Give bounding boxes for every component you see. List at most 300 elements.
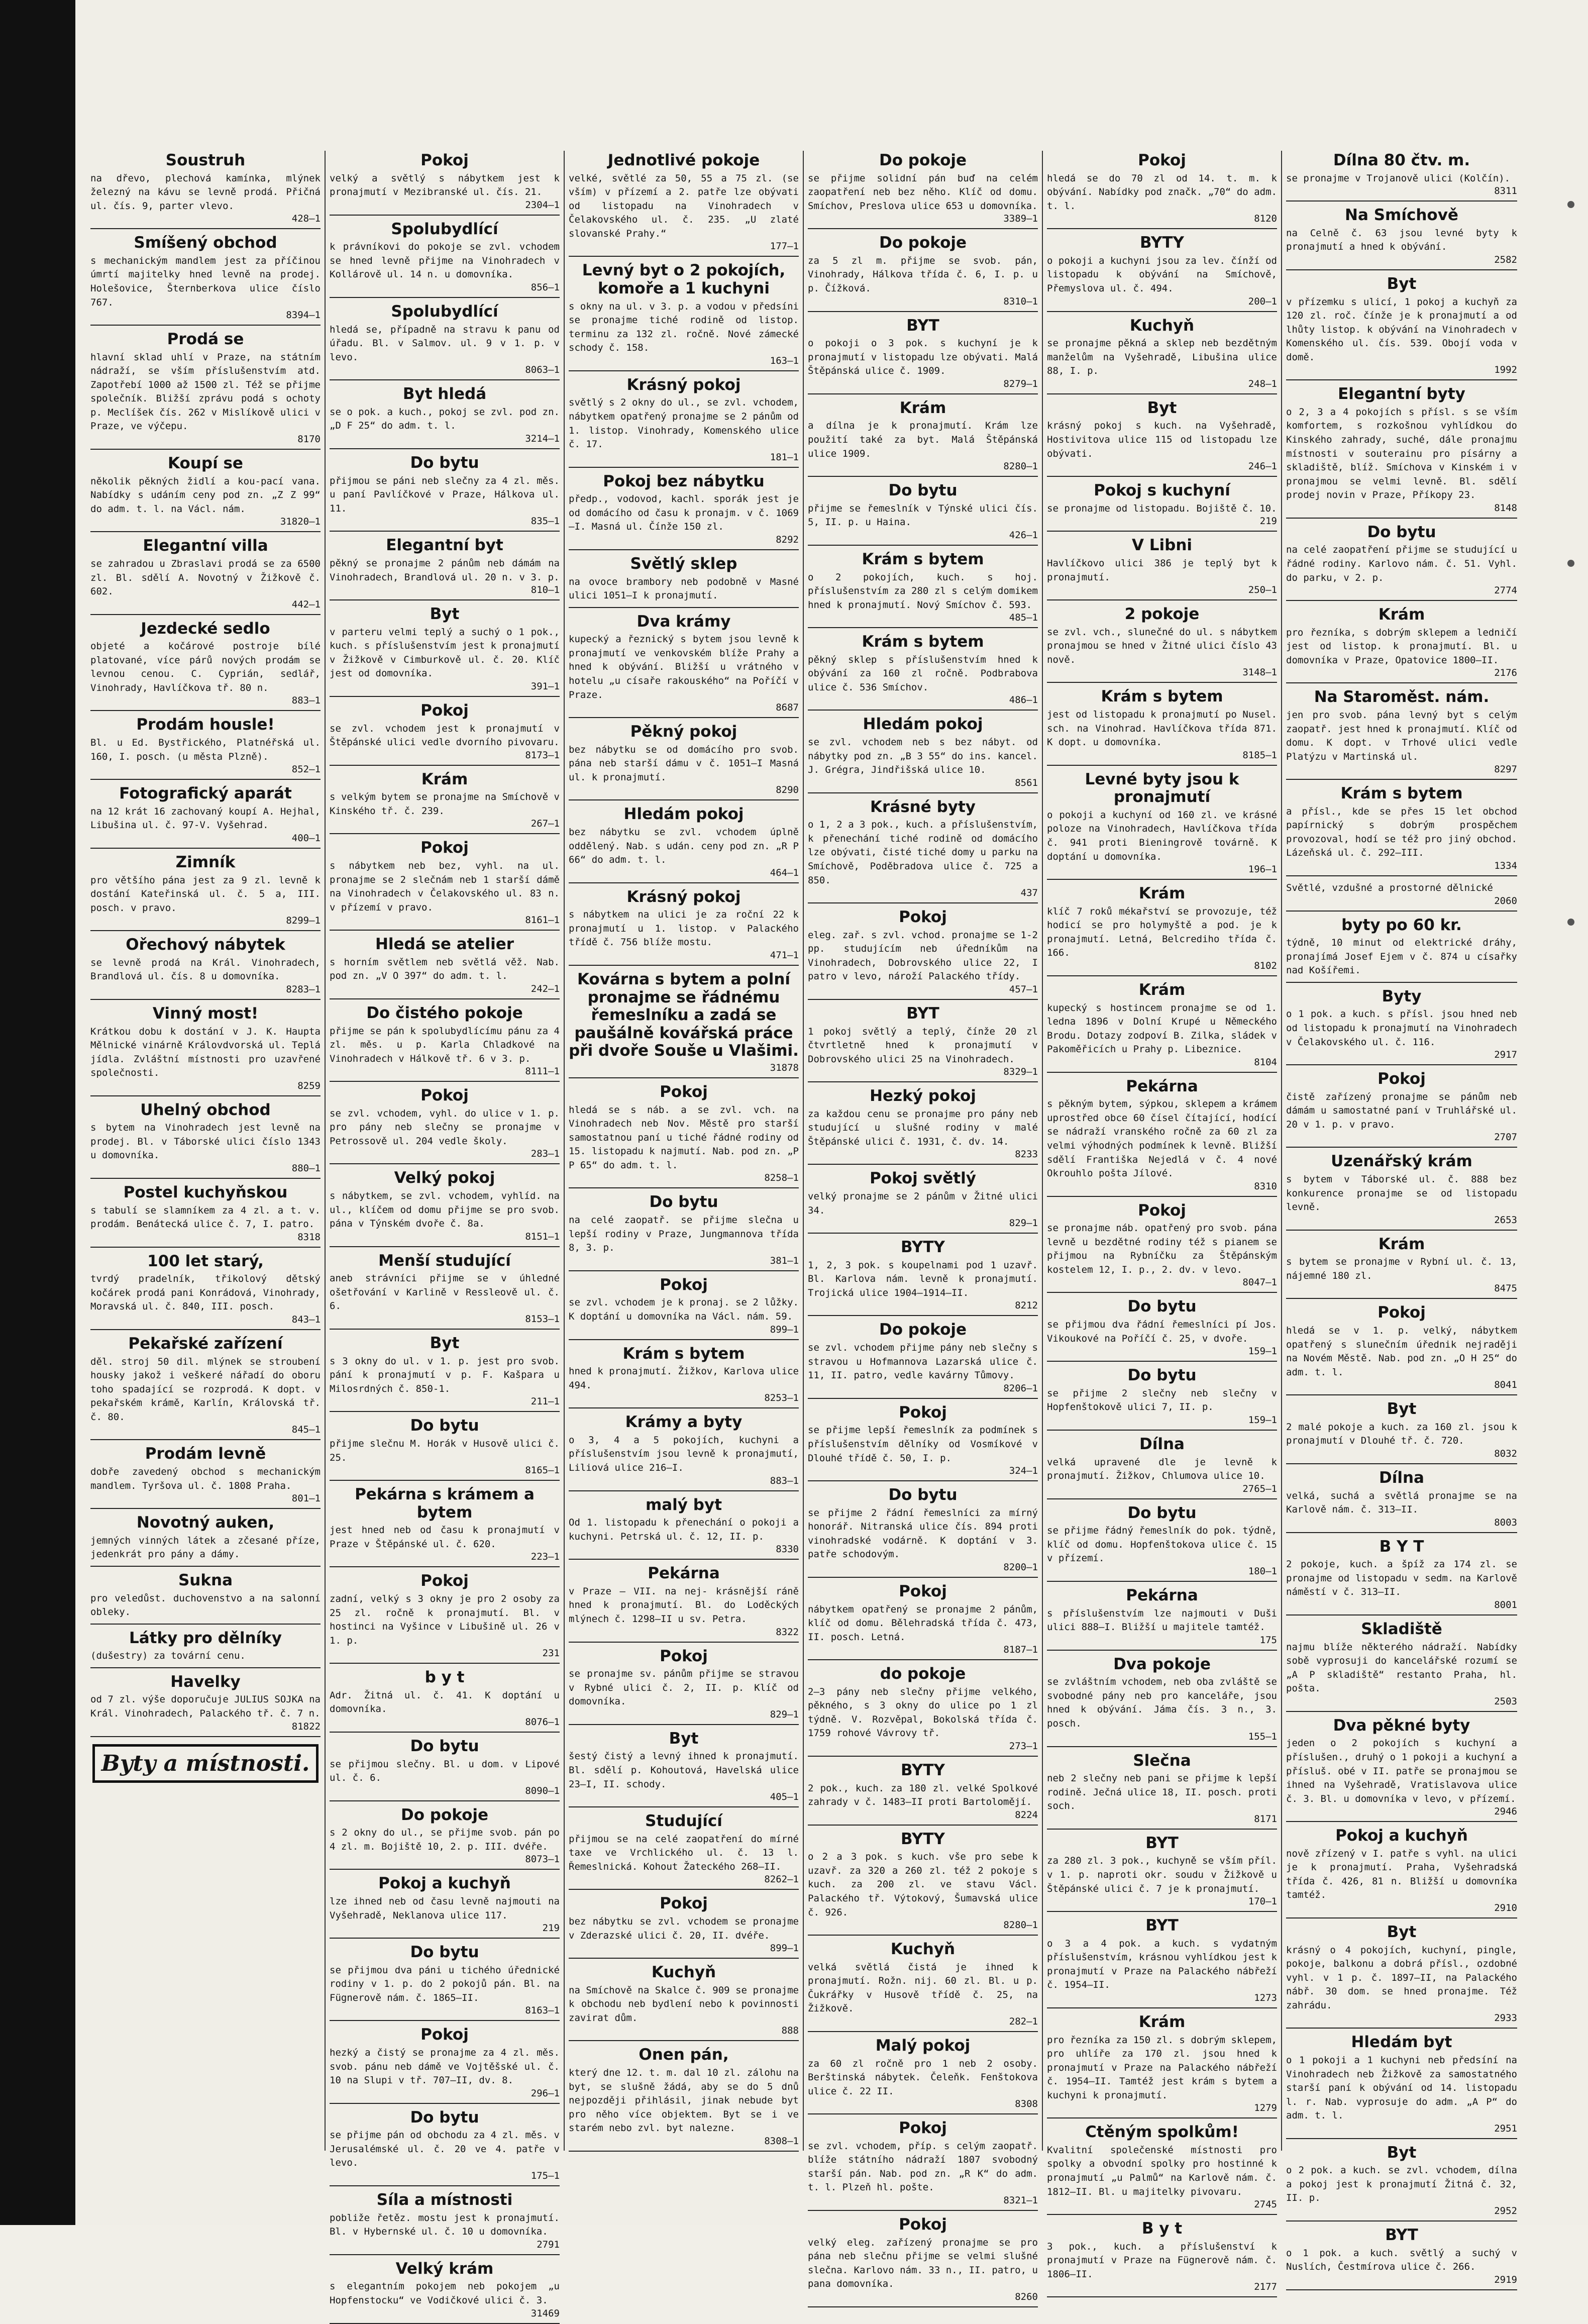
classified-ad <box>1286 1621 1517 1712</box>
ad-text: se přijme lepší řemeslník za podmínek s příslušenstvím dělníky od Vosmíkové v Dlouhé třídě č. 50, I. p. <box>808 1425 1038 1464</box>
ad-code: 428—1 <box>291 213 321 225</box>
ad-text: se přijme solidní pán buď na celém zaopatření neb bez něho. Klíč od domu. Smíchov, Preslova ulice 653 u domovníka. <box>808 172 1038 212</box>
ad-heading: Do bytu <box>1127 1503 1197 1522</box>
ad-heading: Pokoj <box>420 151 469 169</box>
classified-ad <box>1047 537 1277 600</box>
ad-text: velké, světlé za 50, 55 a 75 zl. (se vším) v přízemí a 2. patře lze obývati od listopadu na Vinohradech v Čelakovského ul. č. 235. „U zlaté slovanské Prahy.“ <box>569 172 799 239</box>
classified-ad <box>569 376 799 468</box>
ad-text: s elegantním pokojem neb pokojem „u Hopfenstocku“ ve Vodičkové ulici č. 3. <box>330 2281 560 2306</box>
ad-text: se zvl. vchodem je k pronaj. se 2 lůžky. K doptání u domovníka na Václ. nám. 59. <box>569 1297 799 1322</box>
ad-text: a přísl., kde se přes 15 let obchod papírnický s dobrým prospěchem provozoval, hodí se též pro jiný obchod. Lázeňská ul. č. 292—III. <box>1286 805 1517 859</box>
classified-ad <box>808 1170 1038 1234</box>
classified-ad <box>330 2109 560 2186</box>
ad-heading: Fotografický aparát <box>119 784 292 803</box>
ad-heading: Studující <box>645 1812 722 1831</box>
ad-text: velký a světlý s nábytkem jest k pronajmutí v Mezibranské ul. čís. 21. <box>330 172 560 198</box>
ad-text: pro řezníka, s dobrým sklepem a ledničí jest od listop. k pronajmutí. Bl. u domovníka v Praze, Opatovice 1800—II. <box>1286 627 1517 666</box>
ad-heading: Na Staroměst. nám. <box>1314 688 1490 706</box>
ad-code: 8292 <box>776 534 799 545</box>
classified-ad <box>90 716 321 780</box>
ad-code: 2933 <box>1494 2012 1517 2024</box>
ad-text: v přízemku s ulicí, 1 pokoj a kuchyň za 120 zl. roč. čínže je k pronajmutí a od lhůty listop. k obývání na Vinohradech v Komenského ul. čís. 539. Obojí voda v domě. <box>1286 296 1517 363</box>
ad-text: bez nábytku se od domácího pro svob. pána neb starší dámu v č. 1051—I Masná ul. k pronajmutí. <box>569 744 799 783</box>
ad-heading: Krám <box>1378 605 1425 624</box>
ad-text: lze ihned neb od času levně najmouti na Vyšehradě, Neklanova ulice 117. <box>330 1896 560 1921</box>
ad-heading: Byt <box>430 605 460 624</box>
classified-ad <box>808 317 1038 394</box>
classified-ad <box>569 262 799 371</box>
classified-ad <box>1047 482 1277 532</box>
ad-heading: Dílna <box>1139 1435 1185 1453</box>
ad-heading: Hledám byt <box>1351 2033 1452 2052</box>
ad-heading: BYT <box>1145 1916 1179 1935</box>
ad-text: objeté a kočárové postroje bílé platované, více párů nových prodám se levnou cenou. C. Cyprián, sedlář, Vinohrady, Havlíčkova tř. 80 n. <box>90 641 321 693</box>
ad-heading: Krám s bytem <box>1340 784 1463 803</box>
classified-ad <box>808 1404 1038 1481</box>
ad-heading: Krám <box>1138 980 1186 999</box>
ad-heading: Dílna <box>1379 1468 1424 1487</box>
ad-heading: Byt <box>669 1729 699 1748</box>
classified-ad <box>330 1669 560 1733</box>
classified-columns <box>86 151 1523 2319</box>
ad-text: kupecký s hostincem pronajme se od 1. ledna 1896 v Dolní Krupé u Německého Brodu. Dotazy zodpoví B. Zilka, sládek v Pakoměřicích u Prahy p. Libeznice. <box>1047 1002 1277 1055</box>
ad-heading: Smíšený obchod <box>134 234 277 252</box>
classified-ad <box>1286 152 1517 201</box>
ad-heading: Ořechový nábytek <box>126 936 285 954</box>
ad-code: 231 <box>542 1648 560 1659</box>
ad-text: přijme se pán k spolubydlícímu pánu za 4 zl. měs. u p. Karla Chladkové na Vinohradech v Hálkově tř. 6 v 3. p. <box>330 1025 560 1064</box>
ad-code: 1992 <box>1494 364 1517 376</box>
ad-text: s mechanickým mandlem jest za příčinou úmrtí majitelky hned levně na prodej. Holešovice, Šternberkova ulice číslo 767. <box>90 255 321 308</box>
classified-ad <box>569 1648 799 1725</box>
ad-code: 219 <box>1259 516 1277 527</box>
ad-code: 8165—1 <box>525 1465 560 1476</box>
ad-text: se zvl. vchodem, vyhl. do ulice v 1. p. pro pány neb slečny se pronajme v Petrossově ul. 204 vedle školy. <box>330 1107 560 1147</box>
classified-ad <box>1047 1504 1277 1582</box>
classified-ad <box>90 620 321 712</box>
ad-code: 273—1 <box>1009 1740 1038 1752</box>
classified-ad <box>1286 207 1517 270</box>
classified-ad <box>90 785 321 849</box>
ad-text: který dne 12. t. m. dal 10 zl. zálohu na byt, se slušně žádá, aby se do 5 dnů nejpozději přihlásil, jinak nebude byt pro něho více objektem. Byt se i ve starém nebo zvl. byt nalezne. <box>569 2067 799 2134</box>
ad-heading: Do bytu <box>410 1943 479 1962</box>
ad-heading: V Libni <box>1131 536 1193 555</box>
classified-ad <box>90 152 321 229</box>
ad-text: jeden o 2 pokojích s kuchyní a příslušen., druhý o 1 pokoji a kuchyní a přísluš. obé v II. patře se pronajmou se ihned na Vyšehradě, Vratislavova ulice č. 3. Bl. u domovníka v levo, v přízemí. <box>1286 1738 1517 1804</box>
ad-heading: Krám s bytem <box>1101 687 1223 706</box>
ad-heading: Do bytu <box>649 1193 718 1211</box>
ad-text: hledá se do 70 zl od 14. t. m. k obývání. Nabídky pod značk. „70“ do adm. t. l. <box>1047 172 1277 212</box>
ad-code: 442—1 <box>291 598 321 610</box>
ad-heading: Pokoj <box>420 2026 469 2044</box>
ad-heading: 100 let starý, <box>147 1252 264 1270</box>
classified-ad <box>1047 688 1277 765</box>
ad-heading: Kuchyň <box>651 1963 716 1982</box>
ad-text: o 3 a 4 pok. a kuch. s vydatným příslušenstvím, krásnou vyhlídkou jest k pronajmutí v Praze na Palackého nábřeží č. 1954—II. <box>1047 1938 1277 1991</box>
ad-heading: Elegantní byty <box>1338 385 1465 403</box>
ad-text: Adr. Žitná ul. č. 41. K doptání u domovníka. <box>330 1689 560 1715</box>
ad-code: 8212 <box>1015 1300 1038 1311</box>
ad-code: 2304—1 <box>525 199 560 211</box>
ad-text: nábytkem opatřený se pronajme 2 pánům, klíč od domu. Bělehradská třída č. 473, II. posch. Letná. <box>808 1603 1038 1643</box>
ad-code: 8111—1 <box>525 1066 560 1077</box>
ad-code: 8047—1 <box>1242 1277 1277 1288</box>
ad-heading: Pokoj a kuchyň <box>378 1874 511 1893</box>
ad-heading: Elegantní byt <box>386 536 503 555</box>
ad-text: s bytem na Vinohradech jest levně na prodej. Bl. v Táborské ulici číslo 1343 u domovníka. <box>90 1122 321 1161</box>
ad-heading: Látky pro dělníky <box>129 1629 282 1647</box>
classified-ad <box>1047 2124 1277 2215</box>
ad-text: se pronajme od listopadu. Bojiště č. 10. <box>1047 502 1277 514</box>
ad-code: 426—1 <box>1009 529 1038 541</box>
ad-code: 2060 <box>1494 895 1517 906</box>
classified-ad <box>808 234 1038 312</box>
ad-heading: Do bytu <box>1367 523 1436 541</box>
ad-text: předp., vodovod, kachl. sporák jest je od domácího od času k pronajm. v č. 1069—I. Masná ul. Čínže 150 zl. <box>569 493 799 533</box>
ad-text: světlý s 2 okny do ul., se zvl. vchodem, nábytkem opatřený pronajme se 2 pánům od 1. listop. Vinohrady, Komenského ulice č. 17. <box>569 397 799 450</box>
classified-ad <box>330 936 560 999</box>
classified-ad <box>1286 688 1517 780</box>
ad-heading: Krám <box>1138 2012 1186 2031</box>
binding-hole <box>1567 919 1574 926</box>
classified-ad <box>808 633 1038 711</box>
ad-code: 8475 <box>1494 1283 1517 1294</box>
classified-ad <box>808 1665 1038 1757</box>
ad-heading: Krásný pokoj <box>626 375 741 394</box>
ad-heading: Krám <box>421 770 468 788</box>
ad-code: 2951 <box>1494 2123 1517 2134</box>
ad-text: najmu blíže některého nádraží. Nabídky sobě vyprosuji do kancelářské rozumí se „A P skladiště“ restanto Praha, hl. pošta. <box>1286 1641 1517 1694</box>
classified-ad <box>330 1572 560 1664</box>
ad-text: Od 1. listopadu k přenechání o pokoji a kuchyni. Petrská ul. č. 12, II. p. <box>569 1517 799 1542</box>
ad-text: velký eleg. zařízený pronajme se pro pána neb slečnu přijme se velmi slušné slečna. Karlovo nám. 33 n., II. patro, u pana domovníka. <box>808 2237 1038 2290</box>
ad-code: 852—1 <box>291 764 321 775</box>
ad-text: s pěkným bytem, sýpkou, sklepem a krámem uprostřed obce 60 čísel čítající, hodící se nádraží vranského ročně za 60 zl za velmi výhodných podmínek k levně. Bližší sdělí Františka Nejedlá v č. 4 nové Okrouhlo pošta Jílové. <box>1047 1098 1277 1179</box>
classified-ad <box>330 605 560 697</box>
ad-code: 8330 <box>776 1544 799 1555</box>
ad-heading: Síla a místnosti <box>376 2191 513 2209</box>
ad-text: k právníkovi do pokoje se zvl. vchodem se hned levně přijme na Vinohradech v Kollárově ul. 14 n. u domovníka. <box>330 241 560 280</box>
ad-code: 8394—1 <box>286 310 321 321</box>
ad-text: o 1 pok. a kuch. světlý a suchý v Nuslích, Čestmírova ulice č. 266. <box>1286 2247 1517 2273</box>
ad-text: eleg. zař. s zvl. vchod. pronajme se 1-2 pp. studujícím neb úředníkům na Vinohradech, Dobrovského ulice 22, I patro v levo, nároží Palackého třídy. <box>808 929 1038 982</box>
ad-code: 8224 <box>1015 1809 1038 1821</box>
ad-text: přijme slečnu M. Horák v Husově ulici č. 25. <box>330 1438 560 1463</box>
ad-code: 2910 <box>1494 1902 1517 1913</box>
classified-ad <box>90 936 321 1000</box>
ad-code: 3214—1 <box>525 433 560 445</box>
ad-text: velký pronajme se 2 pánům v Žitné ulici 34. <box>808 1191 1038 1216</box>
classified-ad <box>330 537 560 600</box>
classified-ad <box>808 152 1038 229</box>
ad-text: Kvalitní společenské místnosti pro spolky a obvodní spolky pro hostinné k pronajmutí „u Palmů“ na Karlově nám. č. 1812—II. Bl. u majitelky pivovaru. <box>1047 2144 1277 2197</box>
ad-text: s velkým bytem se pronajme na Smíchově v Kinského tř. č. 239. <box>330 791 560 817</box>
ad-text: 1 pokoj světlý a teplý, čínže 20 zl čtvrtletně hned k pronajmutí v Dobrovského ulici 25 na Vinohradech. <box>808 1026 1038 1065</box>
classified-ad <box>1286 988 1517 1065</box>
ad-code: 8262—1 <box>764 1874 799 1885</box>
ad-text: na dřevo, plechová kamínka, mlýnek železný na kávu se levně prodá. Přičná ul. čís. 9, parter vlevo. <box>90 172 321 212</box>
ad-text: s nábytkem na ulici je za roční 22 k pronajmutí u 1. listop. v Palackého třídě č. 756 blíže mostu. <box>569 909 799 948</box>
ad-heading: Dva pěkné byty <box>1333 1716 1470 1735</box>
ad-heading: Krám <box>1378 1235 1425 1253</box>
ad-code: 8151—1 <box>525 1231 560 1242</box>
ad-code: 485—1 <box>1009 612 1038 624</box>
ad-code: 8308 <box>1015 2098 1038 2110</box>
classified-ad <box>569 1812 799 1890</box>
column-6 <box>1282 151 1521 2285</box>
ad-heading: Elegantní villa <box>143 537 268 555</box>
ad-text: se o pok. a kuch., pokoj se zvl. pod zn. „D F 25“ do adm. t. l. <box>330 406 560 432</box>
ad-code: 8063—1 <box>525 364 560 376</box>
ad-heading: Pokoj <box>1138 151 1186 169</box>
ad-text: se přijme 2 řádní řemeslníci za mírný honorář. Nitranská ulice čís. 894 proti vinohradské vodárně. K doptání v 3. patře schodovým. <box>808 1507 1038 1560</box>
classified-ad <box>330 1944 560 2021</box>
ad-text: o 2 pokojích, kuch. s hoj. příslušenstvím za 280 zl s celým domikem hned k pronajmutí. Nový Smíchov č. 593. <box>808 571 1038 611</box>
ad-code: 2774 <box>1494 585 1517 596</box>
ad-text: 2 pok., kuch. za 180 zl. velké Spolkové zahrady v č. 1483—II proti Bartolomějí. <box>808 1782 1038 1808</box>
ad-text: za 60 zl ročně pro 1 neb 2 osoby. Berštinská nábytek. Čeleňk. Fenštokova ulice č. 22 II. <box>808 2058 1038 2097</box>
ad-code: 8283—1 <box>286 983 321 995</box>
binding-hole <box>1567 201 1574 208</box>
ad-heading: Do bytu <box>410 454 479 472</box>
ad-heading: Do čistého pokoje <box>366 1003 523 1022</box>
ad-heading: Do pokoje <box>400 1805 489 1824</box>
ad-text: bez nábytku se zvl. vchodem se pronajme v Zderazské ulici č. 20, II. dvéře. <box>569 1916 799 1941</box>
ad-code: 8170 <box>297 434 321 445</box>
ad-text: se pronajme náb. opatřený pro svob. pána levně u bezdětné rodiny též s pianem se přijmou na Rybníčku za Štěpánským kostelem 12, I. p., 2. dv. v levo. <box>1047 1223 1277 1275</box>
classified-ad <box>1047 605 1277 683</box>
binding-holes <box>1567 201 1577 1277</box>
classified-ad <box>808 1583 1038 1660</box>
ad-text: se zvl. vchodem neb s bez nábyt. od nábytky pod zn. „B 3 55“ do ins. kancel. J. Grégra, Jindřišská ulice 10. <box>808 737 1038 776</box>
ad-text: jen pro svob. pána levný byt s celým zaopatř. jest hned k pronajmutí. Klíč od domu. K dopt. v Trhové ulici vedle Platýzu v Martinská ul. <box>1286 709 1517 762</box>
ad-heading: Pokoj <box>899 2215 947 2234</box>
ad-text: na ovoce brambory neb podobně v Masné ulici 1051—I k pronajmutí. <box>569 576 799 601</box>
classified-ad <box>1047 399 1277 477</box>
ad-text: krásný pokoj s kuch. na Vyšehradě, Hostivitova ulice 115 od listopadu lze obývati. <box>1047 420 1277 459</box>
ad-code: 486—1 <box>1009 694 1038 706</box>
classified-ad <box>90 1253 321 1330</box>
ad-heading: BYT <box>906 316 939 335</box>
ad-code: 8258—1 <box>764 1172 799 1184</box>
ad-code: 2946 <box>1494 1806 1517 1817</box>
ad-code: 464—1 <box>770 867 799 878</box>
classified-ad <box>90 1445 321 1509</box>
classified-ad <box>569 723 799 800</box>
classified-ad <box>808 1321 1038 1398</box>
ad-code: 8032 <box>1494 1448 1517 1459</box>
ad-heading: Malý pokoj <box>875 2036 971 2055</box>
ad-heading: Pokoj <box>1378 1070 1426 1088</box>
ad-text: velká upravené dle je levně k pronajmutí. Žižkov, Chlumova ulice 10. <box>1047 1456 1277 1482</box>
ad-heading: byty po 60 kr. <box>1341 916 1462 934</box>
classified-ad <box>1286 785 1517 876</box>
ad-code: 8200—1 <box>1003 1561 1038 1573</box>
classified-ad <box>1047 152 1277 229</box>
ad-code: 3148—1 <box>1242 667 1277 678</box>
ad-text: nově zřízený v I. patře s vyhl. na ulici je k pronajmutí. Praha, Vyšehradská třída č. 426, 81 n. Bližší u domovníka tamtéž. <box>1286 1848 1517 1901</box>
ad-code: 8290 <box>776 784 799 796</box>
classified-ad <box>1286 524 1517 601</box>
ad-heading: Kovárna s bytem a polní pronajme se řádnému řemeslníku a zadá se paušálně kovářská práce při dvoře Souše u Vlašimi. <box>569 970 799 1060</box>
classified-ad <box>1047 885 1277 976</box>
ad-text: zadní, velký s 3 okny je pro 2 osoby za 25 zl. ročně k pronajmutí. Bl. v hostinci na Vyšince v Libušině ul. 26 v 1. p. <box>330 1593 560 1646</box>
ad-heading: Levné byty jsou k pronajmutí <box>1085 770 1239 806</box>
classified-ad <box>1286 1304 1517 1395</box>
ad-code: 2791 <box>537 2239 560 2250</box>
ad-code: 883—1 <box>770 1475 799 1486</box>
ad-code: 8153—1 <box>525 1313 560 1325</box>
ad-code: 159—1 <box>1248 1346 1277 1357</box>
scan-dark-margin <box>0 0 75 2225</box>
classified-ad <box>808 716 1038 793</box>
classified-ad <box>330 221 560 298</box>
ad-heading: Krám s bytem <box>622 1344 745 1363</box>
ad-heading: Kuchyň <box>890 1940 956 1959</box>
ad-text: týdně, 10 minut od elektrické dráhy, pronajímá Josef Ejem v č. 874 u císařky nad Košířemi. <box>1286 937 1517 976</box>
ad-heading: Pokoj <box>420 1086 469 1105</box>
ad-text: se přijmou dva řádní řemeslníci pí Jos. Vikoukové na Poříčí č. 25, v dvoře. <box>1047 1319 1277 1344</box>
classified-ad <box>1047 317 1277 394</box>
ad-code: 2503 <box>1494 1695 1517 1707</box>
ad-text: o 1 pok. a kuch. s přísl. jsou hned neb od listopadu k pronajmutí na Vinohradech v Čelakovského ul. č. 116. <box>1286 1008 1517 1048</box>
ad-text: děl. stroj 50 dil. mlýnek se stroubení housky jakož i veškeré nářadí do oboru toho spadající se rozprodá. K dopt. v pekařském krámě, Karlín, Královská tř. č. 80. <box>90 1356 321 1423</box>
column-2 <box>326 151 565 2319</box>
ad-code: 888 <box>781 2025 799 2037</box>
ad-text: s nábytkem neb bez, vyhl. na ul. pronajme se 2 slečnám neb 1 starší dámě na Vinohradech v Čelakovského ul. 83 n. v přízemí v pravo. <box>330 860 560 913</box>
ad-code: 8310 <box>1254 1180 1277 1192</box>
ad-heading: Krám <box>899 398 946 417</box>
ad-text: od 7 zl. výše doporučuje JULIUS SOJKA na Král. Vinohradech, Palackého tř. č. 7 n. <box>90 1694 321 1719</box>
classified-ad <box>330 1004 560 1082</box>
ad-code: 181—1 <box>770 451 799 463</box>
ad-code: 2177 <box>1254 2281 1277 2293</box>
ad-code: 8297 <box>1494 764 1517 775</box>
ad-heading: Uzenářský krám <box>1331 1152 1472 1171</box>
ad-code: 296—1 <box>531 2087 560 2099</box>
classified-ad <box>1047 234 1277 312</box>
ad-heading: Prodám levně <box>145 1445 266 1463</box>
ad-heading: Do bytu <box>888 1486 958 1504</box>
ad-code: 267—1 <box>531 818 560 830</box>
classified-ad <box>808 908 1038 1000</box>
ad-code: 381—1 <box>770 1255 799 1266</box>
classified-ad <box>90 1514 321 1567</box>
ad-heading: Pekárna <box>648 1564 720 1583</box>
ad-code: 899—1 <box>770 1324 799 1335</box>
ad-text: 3 pok., kuch. a příslušenství k pronajmutí v Praze na Fügnerově nám. č. 1806—II. <box>1047 2241 1277 2280</box>
ad-text: několik pěkných židlí a kou-pací vana. Nabídky s udáním ceny pod zn. „Z Z 99“ do adm. t. l. na Václ. nám. <box>90 475 321 515</box>
ad-text: na celé zaopatření přijme se studující u řádné rodiny. Karlovo nám. č. 51. Vyhl. do parku, v 2. p. <box>1286 544 1517 583</box>
ad-heading: Pokoj <box>420 839 469 857</box>
classified-ad <box>569 613 799 718</box>
ad-heading: Pokoj <box>420 1572 469 1590</box>
classified-ad <box>569 1193 799 1271</box>
ad-code: 163—1 <box>770 355 799 366</box>
ad-text: se zvl. vchodem jest k pronajmutí v Štěpánské ulici vedle dvorního pivovaru. <box>330 723 560 748</box>
classified-ad <box>1286 2034 1517 2139</box>
ad-heading: Dílna 80 čtv. m. <box>1333 151 1470 169</box>
ad-code: 246—1 <box>1248 461 1277 472</box>
ad-code: 8322 <box>776 1626 799 1638</box>
ad-text: jemných vinných látek a zčesané příze, jedenkrát pro pány a dámy. <box>90 1535 321 1560</box>
ad-heading: Byt <box>1387 2143 1417 2162</box>
ad-text: šestý čistý a levný ihned k pronajmutí. Bl. sdělí p. Kohoutová, Havelská ulice 23—I, II. schody. <box>569 1751 799 1790</box>
ad-code: 8102 <box>1254 960 1277 971</box>
ad-heading: Pokoj a kuchyň <box>1335 1827 1468 1845</box>
ad-text: na celé zaopatř. se přijme slečna u lepší rodiny v Praze, Jungmannova třída 8, 3. p. <box>569 1215 799 1254</box>
ad-heading: Do bytu <box>888 481 958 500</box>
ad-heading: BYT <box>906 1004 939 1023</box>
ad-text: 2—3 pány neb slečny přijme velkého, pěkného, s 3 okny do ulice po 1 zl týdně. V. Rozvěpal, Bokolská třída č. 1759 rohové Vávrovy tř. <box>808 1686 1038 1739</box>
ad-text: na Celně č. 63 jsou levné byty k pronajmutí a hned k obývání. <box>1286 227 1517 253</box>
ad-text: o pokoji a kuchyni jsou za lev. čínží od listopadu k obývání na Smíchově, Přemyslova ul. č. 494. <box>1047 255 1277 294</box>
classified-ad <box>1047 1367 1277 1431</box>
ad-code: 8104 <box>1254 1056 1277 1068</box>
ad-text: kupecký a řeznický s bytem jsou levně k pronajmutí ve venkovském blíže Prahy a hned k obývání. Bližší u vrátného v hotelu „u císaře rakouského“ na Poříčí v Praze. <box>569 634 799 700</box>
ad-text: s nábytkem, se zvl. vchodem, vyhlíd. na ul., klíčem od domu přijme se pro svob. pána v Týnském dvoře č. 8a. <box>330 1190 560 1230</box>
ad-text: se přijmou dva páni u tichého úřednické rodiny v 1. p. do 2 pokojů pán. Bl. na Fügnerově nám. č. 1865—II. <box>330 1964 560 2003</box>
ad-text: na Smíchově na Skalce č. 909 se pronajme k obchodu neb bydlení nebo k povinnosti zavirat dům. <box>569 1984 799 2024</box>
ad-heading: Byt <box>1147 398 1177 417</box>
ad-heading: Pokoj <box>660 1647 708 1665</box>
ad-code: 2653 <box>1494 1214 1517 1226</box>
ad-heading: Do pokoje <box>879 151 967 169</box>
ad-heading: Hezký pokoj <box>870 1087 976 1105</box>
classified-ad <box>569 473 799 550</box>
ad-code: 8311 <box>1494 185 1517 197</box>
ad-text: pěkný sklep s příslušenstvím hned k obývání za 160 zl ročně. Podbrabova ulice č. 536 Smíchov. <box>808 654 1038 693</box>
classified-ad <box>1286 1070 1517 1148</box>
ad-code: 810—1 <box>531 584 560 596</box>
ad-code: 180—1 <box>1248 1565 1277 1577</box>
ad-code: 175 <box>1259 1634 1277 1646</box>
classified-ad <box>330 702 560 766</box>
ad-heading: Pokoj bez nábytku <box>603 472 765 490</box>
ad-text: se přijmou slečny. Bl. u dom. v Lipové ul. č. 6. <box>330 1758 560 1784</box>
classified-ad <box>569 1895 799 1959</box>
classified-ad <box>1286 385 1517 518</box>
ad-heading: Do bytu <box>1127 1366 1197 1385</box>
classified-ad <box>330 1417 560 1481</box>
ad-heading: Do bytu <box>1127 1297 1197 1316</box>
ad-text: pro většího pána jest za 9 zl. levně k dostání Kateřinská ul. č. 5 a, III. posch. v pravo. <box>90 874 321 914</box>
classified-ad <box>808 2119 1038 2211</box>
ad-heading: Pěkný pokoj <box>630 723 737 741</box>
classified-ad <box>808 798 1038 903</box>
classified-ad <box>330 385 560 449</box>
ad-text: hledá se, případně na stravu k panu od úřadu. Bl. v Salmov. ul. 9 v 1. p. v levo. <box>330 324 560 363</box>
ad-text: Krátkou dobu k dostání v J. K. Haupta Mělnické vinárně Královdvorská ul. Teplá jídla. Zvláštní místnosti pro uzavřené společnosti. <box>90 1026 321 1079</box>
classified-ad <box>808 482 1038 546</box>
classified-ad <box>330 1087 560 1164</box>
ad-heading: Soustruh <box>165 151 246 169</box>
ad-code: 31469 <box>531 2307 560 2319</box>
ad-text: za každou cenu se pronajme pro pány neb studující u slušné rodiny v malé Štěpánské ulici č. 1931, č. dv. 14. <box>808 1108 1038 1147</box>
classified-ad <box>1047 1835 1277 1912</box>
ad-code: 8173—1 <box>525 749 560 761</box>
ad-text: s 3 okny do ul. v 1. p. jest pro svob. pání k pronajmutí v p. F. Kašpara u Milosrdných č. 850-1. <box>330 1355 560 1394</box>
classified-ad <box>569 1083 799 1188</box>
ad-text: (dušestry) za tovární cenu. <box>90 1650 246 1662</box>
ad-code: 8041 <box>1494 1379 1517 1391</box>
ad-heading: Hledám pokoj <box>623 805 744 824</box>
ad-code: 2952 <box>1494 2205 1517 2217</box>
classified-ad <box>1047 981 1277 1073</box>
ad-text: přijmou se na celé zaopatření do mírné taxe ve Vrchlického ul. č. 13 l. Řemeslnická. Kohout Žateckého 268—II. <box>569 1833 799 1872</box>
ad-text: se pronajme pěkná a sklep neb bezdětným manželům na Vyšehradě, Libušina ulice 88, I. p. <box>1047 338 1277 377</box>
classified-ad <box>1047 1078 1277 1197</box>
